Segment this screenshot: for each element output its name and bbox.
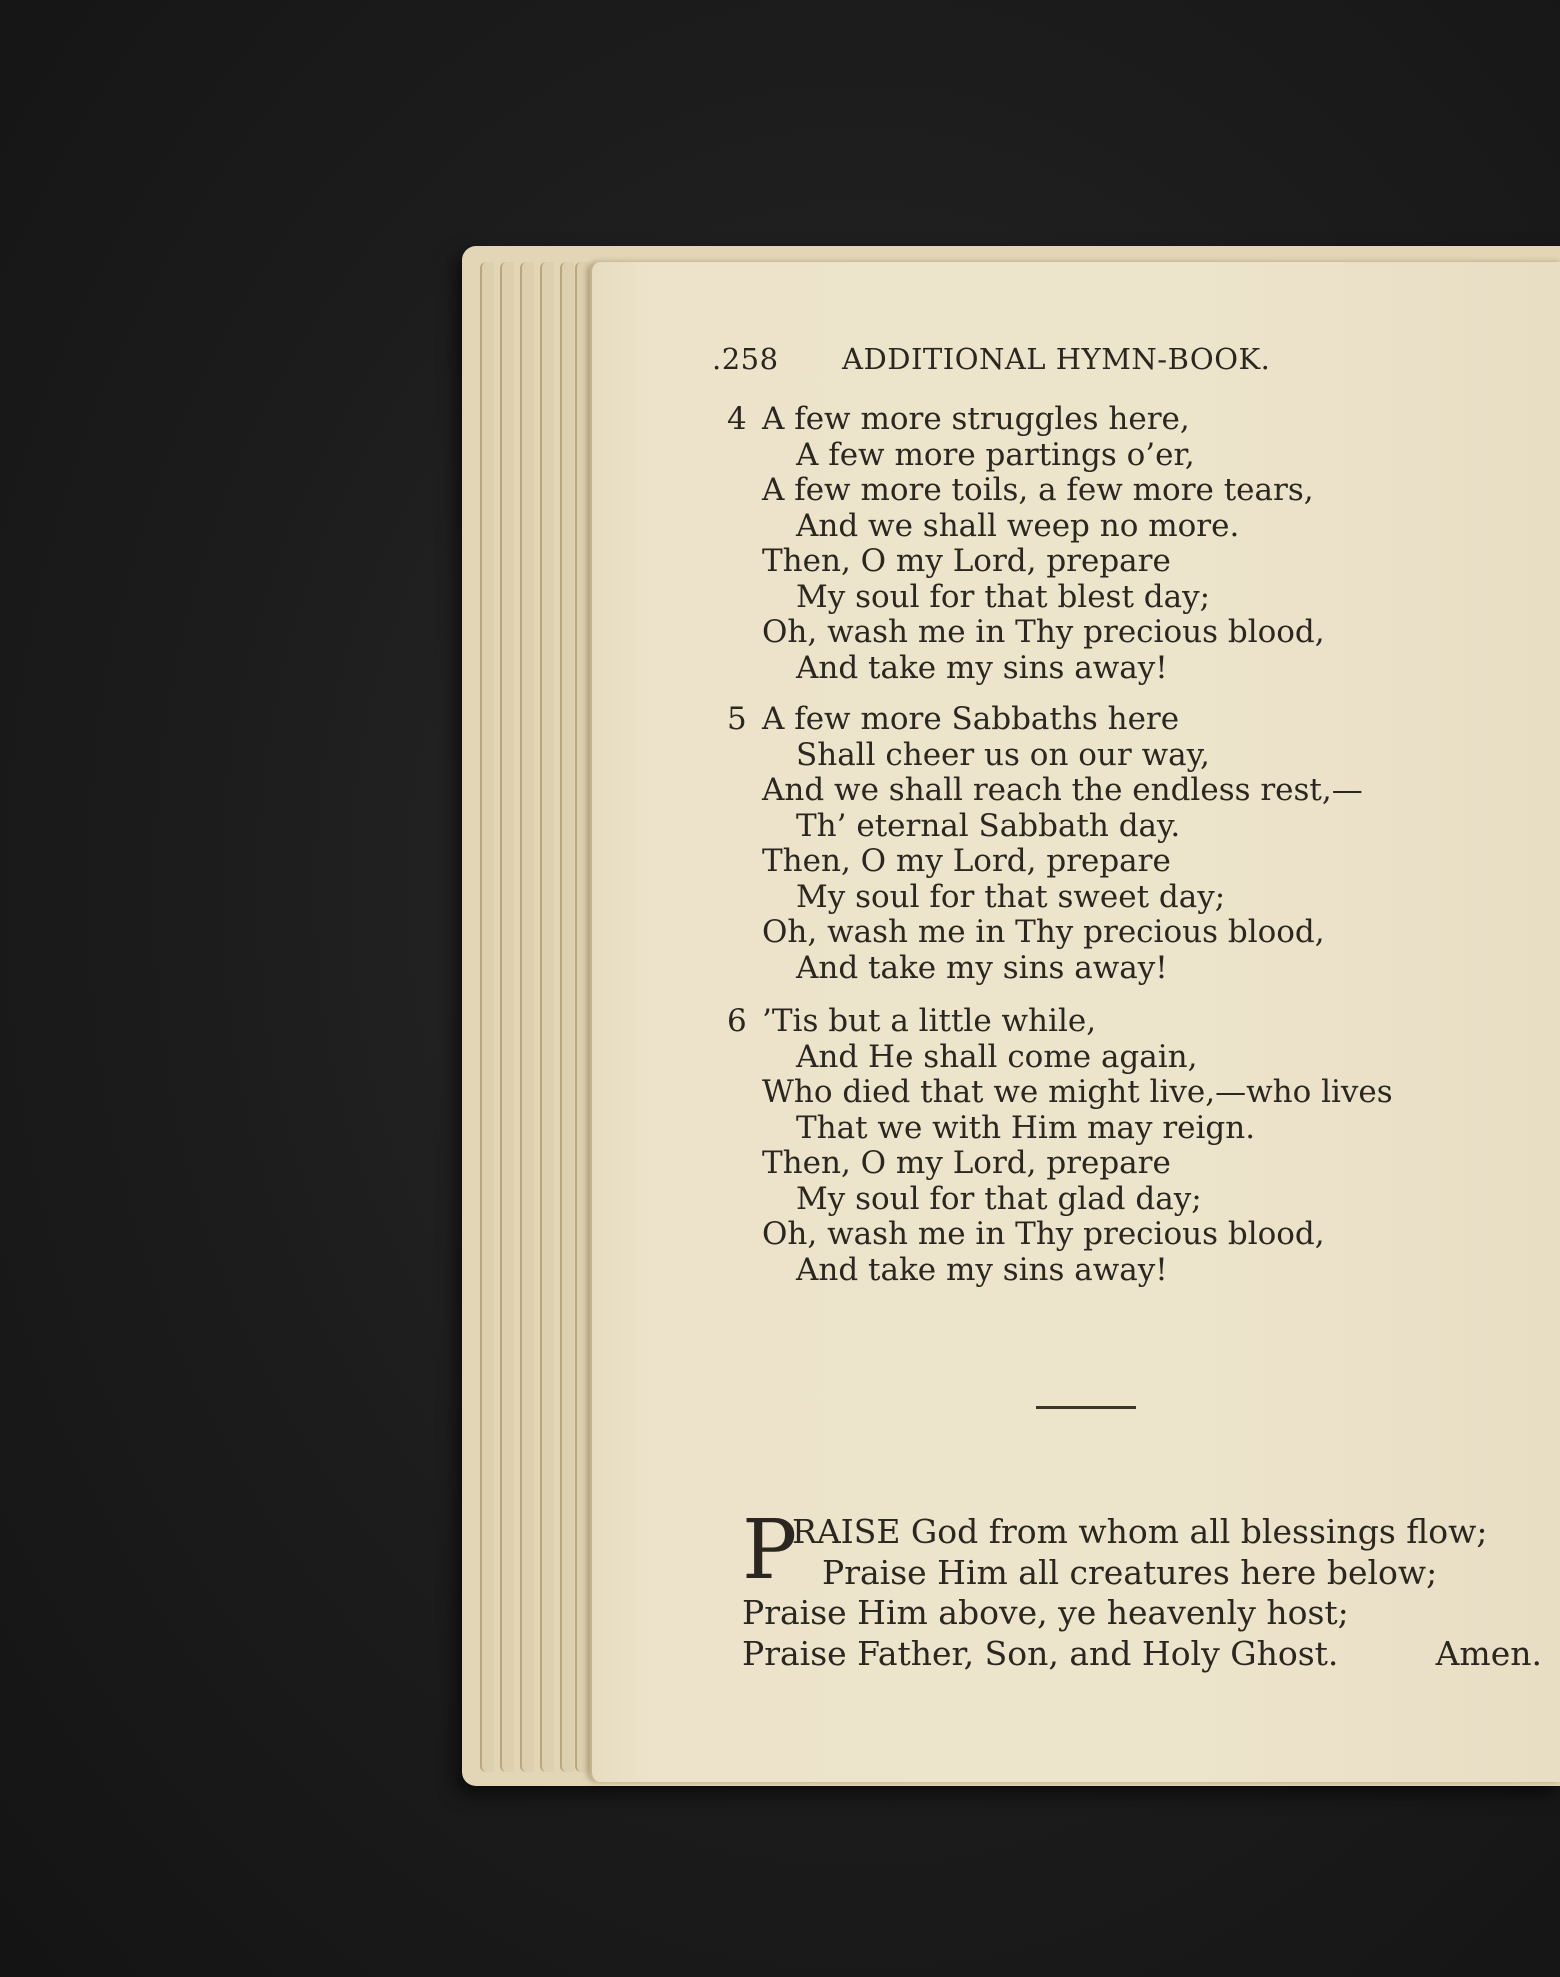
verse-line: And He shall come again, — [796, 1038, 1198, 1075]
verse-line: Shall cheer us on our way, — [796, 736, 1210, 773]
doxology-line: Praise Him above, ye heavenly host; — [742, 1593, 1349, 1632]
verse-line: Oh, wash me in Thy precious blood, — [762, 1216, 1325, 1252]
page-edge — [500, 262, 514, 1772]
verse-line: And we shall weep no more. — [796, 507, 1240, 544]
verse-line: My soul for that blest day; — [796, 578, 1211, 615]
verse-line: Oh, wash me in Thy precious blood, — [762, 914, 1325, 950]
verse-line: And we shall reach the endless rest,— — [762, 772, 1363, 808]
section-divider — [1036, 1406, 1136, 1409]
page-edge — [575, 262, 589, 1772]
doxology — [742, 1503, 1542, 1674]
doxology-line: Praise Father, Son, and Holy Ghost. — [742, 1633, 1339, 1673]
drop-cap: P — [742, 1503, 798, 1598]
page-edge — [540, 262, 554, 1772]
page-number: .258 — [712, 342, 779, 376]
stanza-number: 6 — [727, 1003, 747, 1039]
doxology-last-line — [742, 1634, 1542, 1675]
page-edge — [560, 262, 574, 1772]
doxology-line: Praise Him all creatures here below; — [822, 1552, 1438, 1592]
verse-line: A few more struggles here, — [762, 401, 1190, 437]
verse-line: That we with Him may reign. — [796, 1109, 1256, 1146]
verse-line: A few more toils, a few more tears, — [762, 472, 1314, 508]
verse-line: Then, O my Lord, prepare — [762, 843, 1171, 879]
stanza-number: 4 — [727, 401, 747, 437]
stanza-6 — [727, 1003, 1393, 1288]
verse-line: Then, O my Lord, prepare — [762, 1145, 1171, 1181]
amen: Amen. — [1435, 1633, 1542, 1673]
verse-line: Oh, wash me in Thy precious blood, — [762, 614, 1325, 650]
running-head: ADDITIONAL HYMN-BOOK. — [842, 342, 1271, 376]
verse-line: Th’ eternal Sabbath day. — [796, 807, 1181, 844]
stanza-5 — [727, 701, 1363, 986]
stanza-4 — [727, 401, 1325, 686]
book-page — [590, 262, 1560, 1782]
stanza-number: 5 — [727, 701, 747, 737]
verse-line: Then, O my Lord, prepare — [762, 543, 1171, 579]
verse-line: And take my sins away! — [796, 1251, 1168, 1288]
verse-line: And take my sins away! — [796, 649, 1168, 686]
verse-line: And take my sins away! — [796, 949, 1168, 986]
verse-line: A few more Sabbaths here — [762, 701, 1180, 737]
page-edge — [480, 262, 494, 1772]
verse-line: A few more partings o’er, — [796, 436, 1195, 473]
verse-line: ’Tis but a little while, — [762, 1003, 1097, 1039]
verse-line: Who died that we might live,—who lives — [762, 1074, 1393, 1110]
verse-line: My soul for that sweet day; — [796, 878, 1226, 915]
page-header — [712, 342, 1512, 382]
verse-line: My soul for that glad day; — [796, 1180, 1202, 1217]
page-edge — [520, 262, 534, 1772]
doxology-line: RAISE God from whom all blessings flow; — [792, 1512, 1488, 1551]
